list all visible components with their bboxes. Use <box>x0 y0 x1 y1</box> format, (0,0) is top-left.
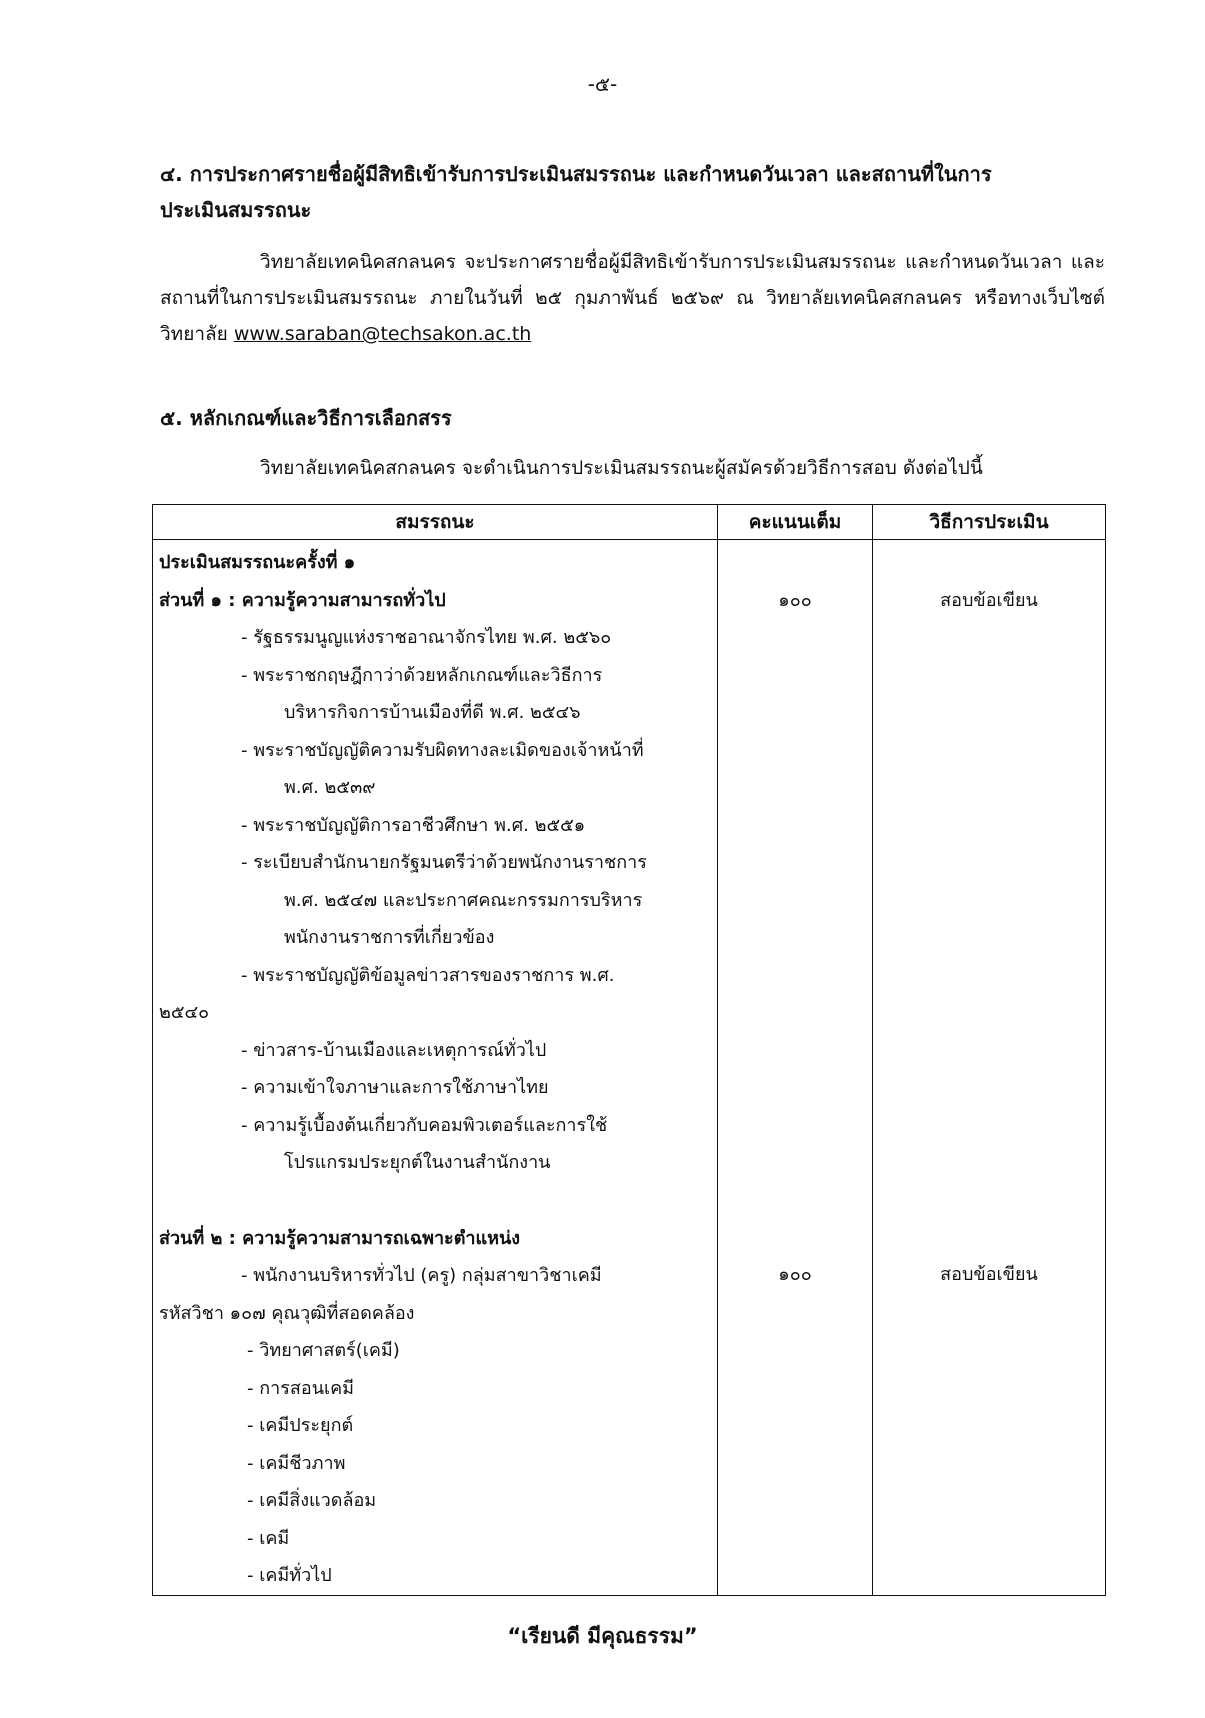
section4-body-text: วิทยาลัยเทคนิคสกลนคร จะประกาศรายชื่อผู้มีสิทธิเข้ารับการประเมินสมรรถนะ และกำหนดวันเวลา และสถานที่ในการประเมินสมรรถนะ ภายในวันที่ ๒๕ กุมภาพันธ์ ๒๕๖๙ ณ วิทยาลัยเทคนิคสกลนคร หรือทางเว็บไซต์วิทยาลัย <box>160 251 1105 345</box>
method-cell <box>873 540 1106 1596</box>
part1-item: - พระราชบัญญัติความรับผิดทางละเมิดของเจ้าหน้าที่ <box>241 739 644 761</box>
part1-item: - ความรู้เบื้องต้นเกี่ยวกับคอมพิวเตอร์และการใช้ <box>241 1114 608 1136</box>
part2-position: - พนักงานบริหารทั่วไป (ครู) กลุ่มสาขาวิชาเคมี <box>241 1265 602 1286</box>
section4-heading <box>160 156 1105 228</box>
round-title: ประเมินสมรรถนะครั้งที่ ๑ <box>159 552 356 573</box>
part1-item-cont: พนักงานราชการที่เกี่ยวข้อง <box>284 927 495 948</box>
page-number: -๕- <box>587 72 618 96</box>
part2-code: รหัสวิชา ๑๐๗ คุณวุฒิที่สอดคล้อง <box>159 1302 415 1324</box>
qualification-item: - เคมีชีวภาพ <box>247 1452 346 1474</box>
part1-item-cont: พ.ศ. ๒๕๔๗ และประกาศคณะกรรมการบริหาร <box>284 889 643 911</box>
website-link[interactable]: www.saraban@techsakon.ac.th <box>233 323 532 345</box>
part1-item-cont: ๒๕๔๐ <box>159 1002 210 1023</box>
header-full-score: คะแนนเต็ม <box>718 505 873 540</box>
section5-body-text: วิทยาลัยเทคนิคสกลนคร จะดำเนินการประเมินสมรรถนะผู้สมัครด้วยวิธีการสอบ ดังต่อไปนี้ <box>260 457 983 479</box>
part1-item: - รัฐธรรมนูญแห่งราชอาณาจักรไทย พ.ศ. ๒๕๖๐ <box>241 627 612 648</box>
competency-table-wrap <box>152 504 1105 1589</box>
score-cell <box>718 540 873 1596</box>
table-row <box>153 540 1106 1596</box>
qualification-item: - การสอนเคมี <box>247 1377 355 1399</box>
qualification-item: - เคมีทั่วไป <box>247 1565 332 1586</box>
part1-item: - ความเข้าใจภาษาและการใช้ภาษาไทย <box>241 1077 549 1098</box>
qualification-item: - เคมีสิ่งแวดล้อม <box>247 1490 377 1511</box>
qualification-item: - เคมีประยุกต์ <box>247 1415 354 1436</box>
part2-score: ๑๐๐ <box>778 1264 812 1285</box>
header-competency: สมรรถนะ <box>153 505 718 540</box>
part1-score: ๑๐๐ <box>778 589 812 611</box>
table-header-row <box>153 505 1106 540</box>
part1-item: - ข่าวสาร-บ้านเมืองและเหตุการณ์ทั่วไป <box>241 1039 547 1061</box>
qualification-item: - เคมี <box>247 1527 290 1549</box>
part1-item-cont: พ.ศ. ๒๕๓๙ <box>284 777 376 798</box>
footer-motto: “เรียนดี มีคุณธรรม” <box>507 1624 698 1648</box>
qualification-item: - วิทยาศาสตร์(เคมี) <box>247 1340 400 1361</box>
section4-heading-line1: ๔. การประกาศรายชื่อผู้มีสิทธิเข้ารับการประเมินสมรรถนะ และกำหนดวันเวลา และสถานที่ในการ <box>160 162 992 186</box>
part1-item-cont: บริหารกิจการบ้านเมืองที่ดี พ.ศ. ๒๕๔๖ <box>284 702 581 723</box>
part1-item: - พระราชกฤษฎีกาว่าด้วยหลักเกณฑ์และวิธีการ <box>241 664 603 686</box>
part2-method: สอบข้อเขียน <box>940 1264 1038 1285</box>
part1-item: - ระเบียบสำนักนายกรัฐมนตรีว่าด้วยพนักงานราชการ <box>241 852 647 873</box>
section4-heading-line2: ประเมินสมรรถนะ <box>160 198 312 222</box>
section4-body <box>160 244 1105 352</box>
part1-title: ส่วนที่ ๑ : ความรู้ความสามารถทั่วไป <box>159 589 446 611</box>
part1-method: สอบข้อเขียน <box>940 589 1038 611</box>
part2-title: ส่วนที่ ๒ : ความรู้ความสามารถเฉพาะตำแหน่ง <box>159 1227 521 1249</box>
header-method: วิธีการประเมิน <box>873 505 1106 540</box>
part1-item: - พระราชบัญญัติข้อมูลข่าวสารของราชการ พ.ศ. <box>241 964 615 986</box>
section5-heading: ๕. หลักเกณฑ์และวิธีการเลือกสรร <box>160 406 452 430</box>
competency-cell <box>153 540 718 1596</box>
competency-table <box>152 504 1106 1596</box>
part1-item: - พระราชบัญญัติการอาชีวศึกษา พ.ศ. ๒๕๕๑ <box>241 814 586 836</box>
part1-item-cont: โปรแกรมประยุกต์ในงานสำนักงาน <box>284 1152 551 1173</box>
section5-body <box>160 450 1105 486</box>
